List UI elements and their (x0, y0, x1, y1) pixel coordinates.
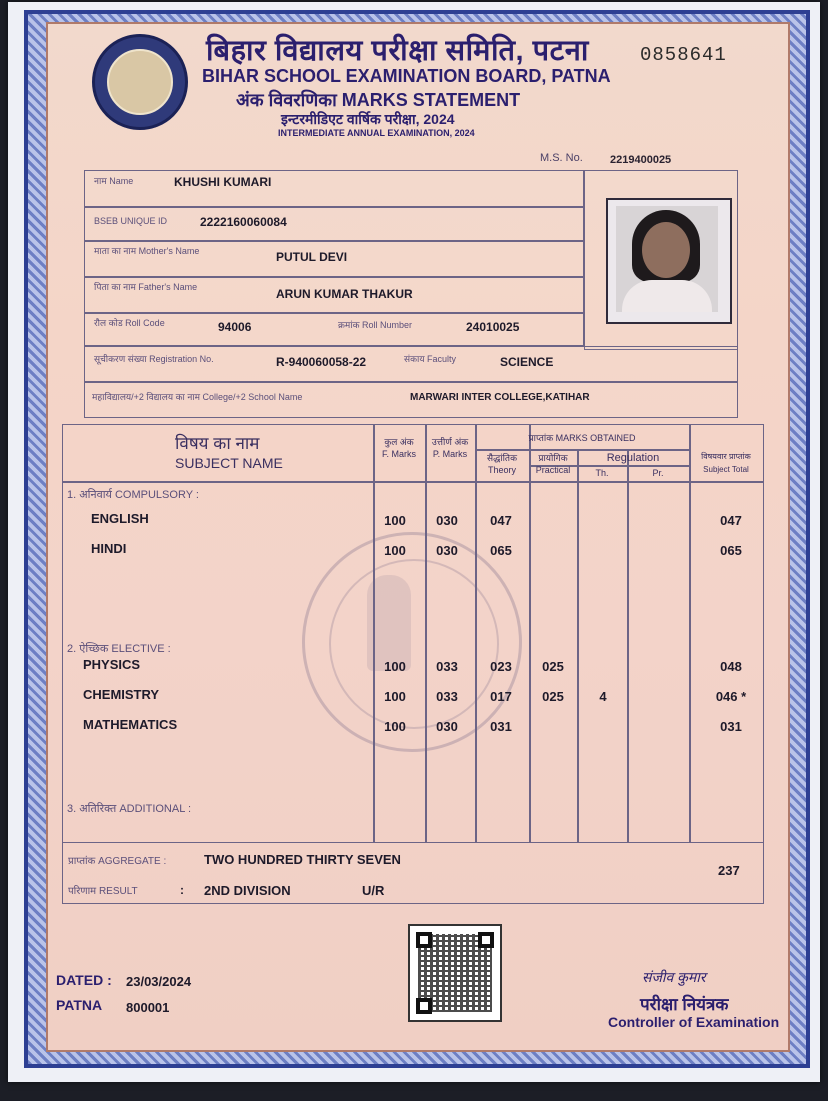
exam-name-english: INTERMEDIATE ANNUAL EXAMINATION, 2024 (278, 128, 475, 138)
board-name-hindi: बिहार विद्यालय परीक्षा समिति, पटना (206, 35, 589, 67)
marks-total: 048 (720, 659, 742, 674)
certificate-body (46, 22, 790, 1052)
marks-f: 100 (384, 689, 406, 704)
student-uid: 2222160060084 (200, 215, 287, 229)
exam-name-hindi: इन्टरमीडिएट वार्षिक परीक्षा, 2024 (281, 111, 455, 127)
uid-label: BSEB UNIQUE ID (94, 216, 168, 226)
subject-header-english: SUBJECT NAME (175, 455, 283, 471)
dated-label: DATED : (56, 972, 112, 988)
marks-p: 033 (436, 659, 458, 674)
aggregate-total: 237 (718, 863, 740, 878)
mother-label: माता का नाम Mother's Name (94, 246, 200, 256)
regulation-practical-header: Pr. (652, 468, 664, 478)
marks-f: 100 (384, 719, 406, 734)
college-label: महाविद्यालय/+2 विद्यालय का नाम College/+2 School Name (92, 392, 303, 402)
roll-code-label: रौल कोड Roll Code (94, 318, 165, 328)
roll-number: 24010025 (466, 320, 520, 334)
controller-title-english: Controller of Examination (608, 1014, 780, 1030)
registration-number: R-940060058-22 (276, 355, 367, 369)
pmarks-header-hindi: उत्तीर्ण अंक (431, 437, 469, 447)
pmarks-header: P. Marks (432, 449, 468, 459)
marks-obtained-header: प्राप्तांक MARKS OBTAINED (528, 433, 636, 443)
marks-p: 030 (436, 513, 458, 528)
mother-name: PUTUL DEVI (276, 250, 348, 264)
marks-th: 017 (490, 689, 512, 704)
marks-statement-sheet (8, 2, 820, 1082)
theory-header: Theory (487, 465, 516, 475)
faculty-label: संकाय Faculty (404, 354, 457, 364)
fmarks-header-hindi: कुल अंक (384, 437, 414, 447)
marks-table (62, 424, 764, 904)
marks-pr: 025 (542, 689, 564, 704)
ms-no-value: 2219400025 (610, 154, 672, 166)
father-name: ARUN KUMAR THAKUR (276, 287, 413, 301)
result-remark: U/R (362, 883, 385, 898)
subject-header-hindi: विषय का नाम (175, 434, 260, 453)
aggregate-label: प्राप्तांक AGGREGATE : (68, 856, 167, 867)
marks-f: 100 (384, 543, 406, 558)
theory-header-hindi: सैद्धांतिक (487, 453, 517, 463)
section-compulsory: 1. अनिवार्य COMPULSORY : (67, 489, 199, 501)
subject-name: ENGLISH (91, 511, 149, 526)
verification-qr-code (408, 924, 502, 1022)
result-colon: : (180, 883, 184, 897)
fmarks-header: F. Marks (381, 449, 416, 459)
subject-total-header: Subject Total (703, 465, 749, 474)
result-label: परिणाम RESULT (68, 886, 138, 897)
marks-th: 047 (490, 513, 512, 528)
marks-th: 031 (490, 719, 512, 734)
marks-th: 065 (490, 543, 512, 558)
section-elective: 2. ऐच्छिक ELECTIVE : (67, 643, 171, 655)
controller-title-hindi: परीक्षा नियंत्रक (640, 995, 729, 1014)
regulation-header: Regulation (606, 452, 660, 464)
student-photo (606, 198, 732, 324)
marks-total: 031 (720, 719, 742, 734)
subject-name: PHYSICS (83, 657, 141, 672)
subject-name: HINDI (91, 541, 127, 556)
section-additional: 3. अतिरिक्त ADDITIONAL : (67, 803, 192, 815)
marks-total: 065 (720, 543, 742, 558)
faculty: SCIENCE (500, 355, 554, 369)
subject-name: CHEMISTRY (83, 687, 160, 702)
dated-value: 23/03/2024 (126, 974, 192, 989)
subject-name: MATHEMATICS (83, 717, 178, 732)
aggregate-block (62, 842, 764, 905)
aggregate-words: TWO HUNDRED THIRTY SEVEN (204, 852, 401, 867)
result-value: 2ND DIVISION (204, 883, 291, 898)
marks-pr: 025 (542, 659, 564, 674)
marks-p: 030 (436, 543, 458, 558)
marks-rth: 4 (599, 689, 607, 704)
controller-signature: संजीव कुमार (642, 969, 706, 985)
marks-total: 046 * (715, 689, 747, 704)
marks-p: 033 (436, 689, 458, 704)
board-name-english: BIHAR SCHOOL EXAMINATION BOARD, PATNA (202, 66, 611, 86)
college-name: MARWARI INTER COLLEGE,KATIHAR (410, 392, 590, 403)
marks-total: 047 (720, 513, 742, 528)
marks-f: 100 (384, 513, 406, 528)
marks-f: 100 (384, 659, 406, 674)
roll-number-label: क्रमांक Roll Number (338, 320, 413, 330)
subject-total-header-hindi: विषयवार प्राप्तांक (701, 452, 751, 461)
practical-header-hindi: प्रायोगिक (538, 453, 568, 463)
statement-title: अंक विवरणिका MARKS STATEMENT (236, 90, 521, 110)
pin-code: 800001 (126, 1000, 170, 1015)
board-emblem-icon (92, 34, 188, 130)
place-label: PATNA (56, 997, 103, 1013)
student-name: KHUSHI KUMARI (174, 175, 272, 189)
father-label: पिता का नाम Father's Name (94, 282, 198, 292)
registration-label: सूचीकरण संख्या Registration No. (94, 354, 214, 364)
marks-p: 030 (436, 719, 458, 734)
ms-no-label: M.S. No. (540, 152, 583, 164)
serial-number: 0858641 (640, 44, 727, 66)
practical-header: Practical (535, 465, 571, 475)
roll-code: 94006 (218, 320, 252, 334)
regulation-theory-header: Th. (595, 468, 609, 478)
name-label: नाम Name (94, 176, 134, 186)
marks-th: 023 (490, 659, 512, 674)
